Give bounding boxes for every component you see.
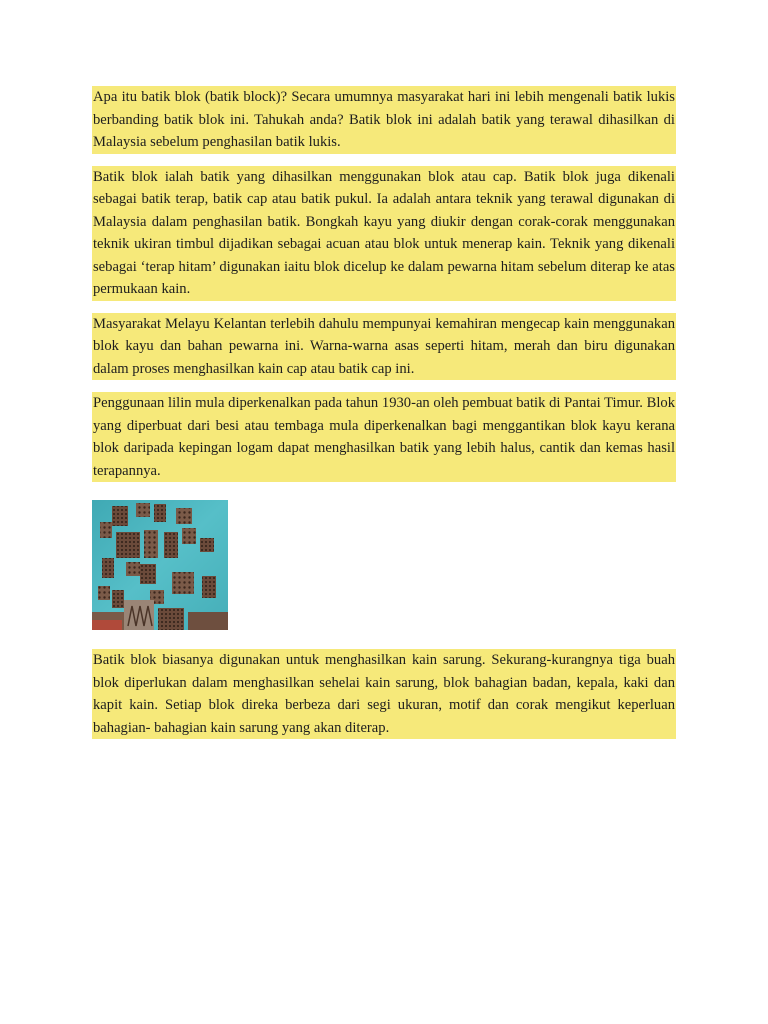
batik-blocks-illustration — [92, 500, 228, 630]
paragraph-3: Masyarakat Melayu Kelantan terlebih dahulu mempunyai kemahiran mengecap kain menggunakan blok kayu dan bahan pewarna ini. Warna-warna asas seperti hitam, merah dan biru digunakan dalam proses menghasilkan kain cap atau batik cap ini. — [92, 313, 676, 381]
paragraph-gap — [92, 154, 676, 166]
paragraph-gap — [92, 482, 676, 500]
paragraph-2: Batik blok ialah batik yang dihasilkan menggunakan blok atau cap. Batik blok juga dikenali sebagai batik terap, batik cap atau batik pukul. Ia adalah antara teknik yang terawal digunakan di Malaysia dalam penghasilan batik. Bongkah kayu yang diukir dengan corak-corak menggunakan teknik ukiran timbul dijadikan sebagai acuan atau blok untuk menerap kain. Teknik yang dikenali sebagai ‘terap hitam’ digunakan iaitu blok dicelup ke dalam pewarna hitam sebelum diterap ke atas permukaan kain. — [92, 166, 676, 301]
paragraph-5: Batik blok biasanya digunakan untuk menghasilkan kain sarung. Sekurang-kurangnya tiga buah blok diperlukan dalam menghasilkan sehelai kain sarung, blok bahagian badan, kepala, kaki dan kapit kain. Setiap blok direka berbeza dari segi ukuran, motif dan corak mengikut keperluan bahagian- bahagian kain sarung yang akan diterap. — [92, 649, 676, 739]
batik-blocks-photo — [92, 500, 228, 630]
paragraph-1: Apa itu batik blok (batik block)? Secara umumnya masyarakat hari ini lebih mengenali batik lukis berbanding batik blok ini. Tahukah anda? Batik blok ini adalah batik yang terawal dihasilkan di Malaysia sebelum penghasilan batik lukis. — [92, 86, 676, 154]
paragraph-gap — [92, 301, 676, 313]
document-page — [92, 86, 676, 739]
paragraph-4: Penggunaan lilin mula diperkenalkan pada tahun 1930-an oleh pembuat batik di Pantai Timur. Blok yang diperbuat dari besi atau tembaga mula diperkenalkan bagi menggantikan blok kayu kerana blok daripada kepingan logam dapat menghasilkan batik yang lebih halus, cantik dan kemas hasil terapannya. — [92, 392, 676, 482]
paragraph-gap — [92, 380, 676, 392]
paragraph-gap — [92, 630, 676, 649]
